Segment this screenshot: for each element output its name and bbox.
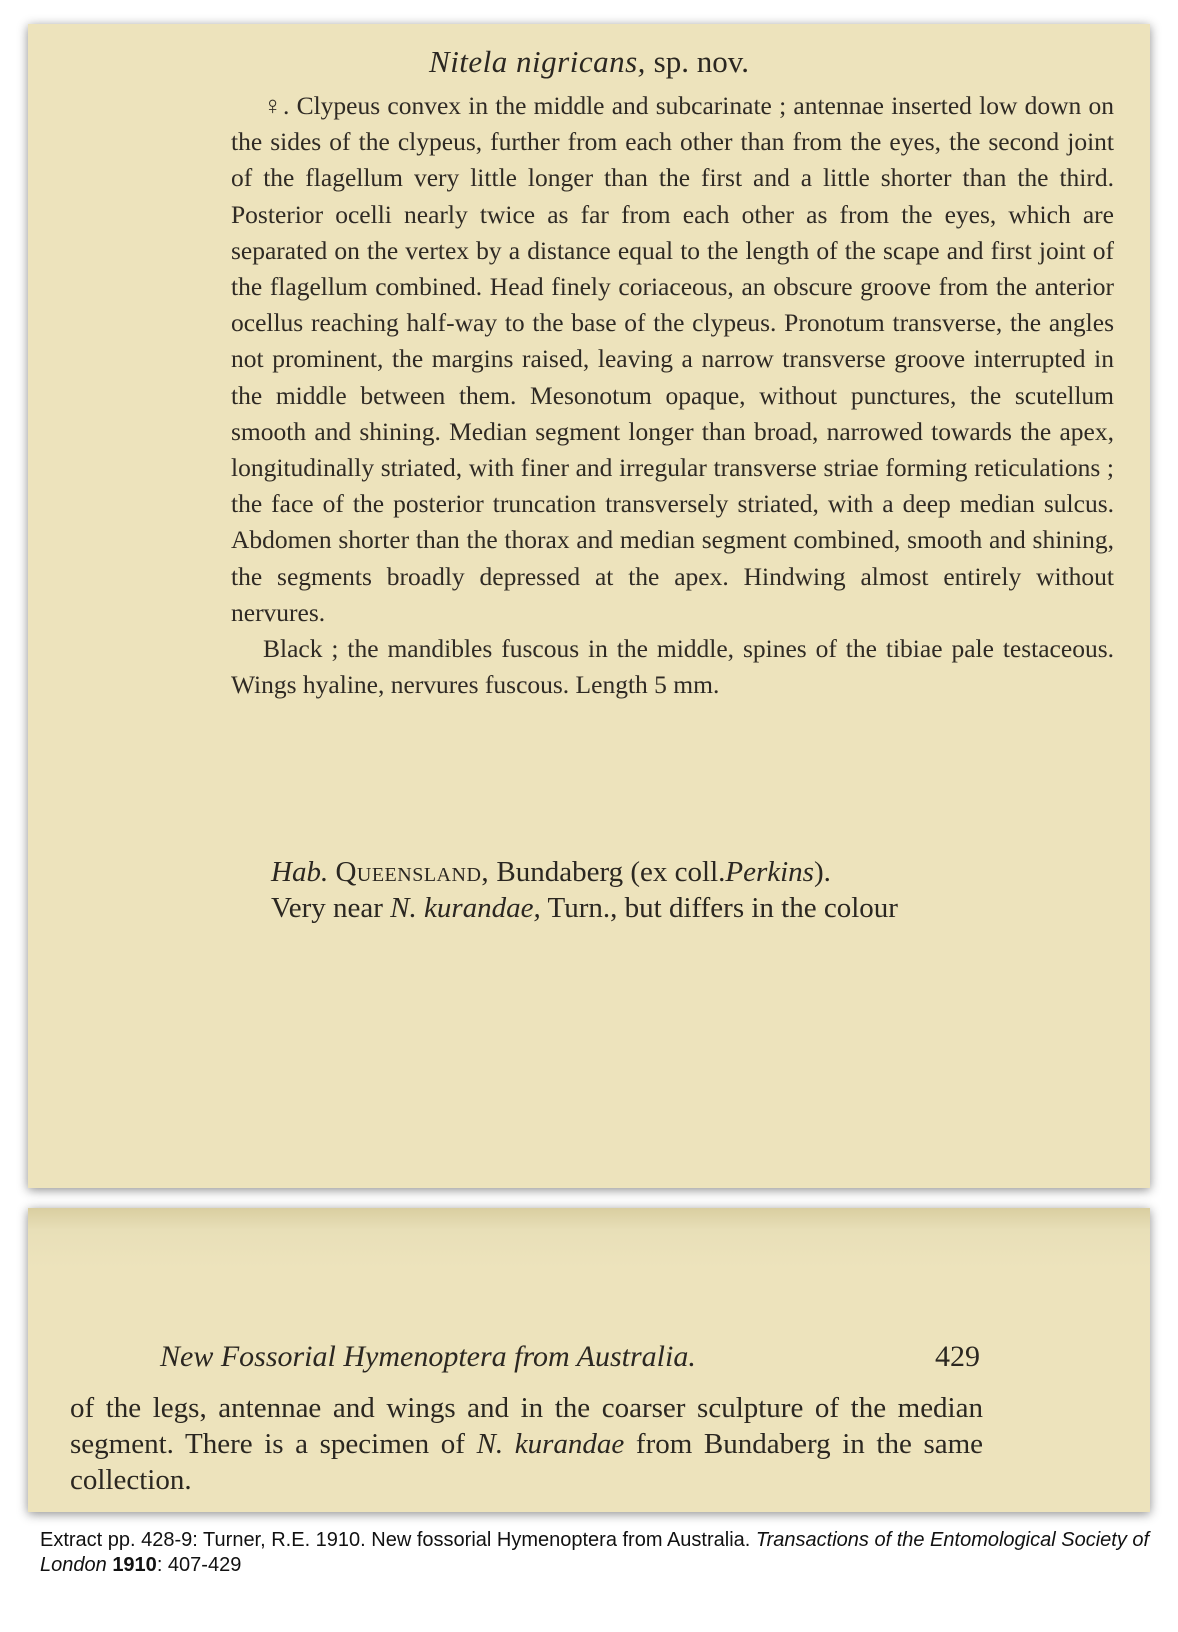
continuation-paragraph bbox=[70, 1390, 983, 1498]
caption-pages: : 407-429 bbox=[156, 1554, 242, 1576]
note-species: N. kurandae, bbox=[390, 892, 541, 924]
running-head-title: New Fossorial Hymenoptera from Australia. bbox=[160, 1340, 696, 1373]
note-end: Turn., but differs in the colour bbox=[547, 892, 898, 924]
citation-caption bbox=[40, 1528, 1150, 1578]
hab-collector: Perkins bbox=[725, 856, 814, 888]
page-428-scan bbox=[28, 24, 1150, 1188]
species-name: Nitela nigricans, bbox=[429, 44, 646, 79]
colour-paragraph: Black ; the mandibles fuscous in the middle, spines of the tibiae pale testaceous. Wings hyaline, nervures fuscous. Length 5 mm. bbox=[231, 634, 1114, 700]
species-description bbox=[231, 88, 1114, 703]
species-heading bbox=[28, 44, 1150, 80]
caption-year: 1910 bbox=[112, 1554, 157, 1576]
morphology-text: . Clypeus convex in the middle and subcarinate ; antennae inserted low down on the sides of the clypeus, further from each other than from the eyes, the second joint of the flagellum very little longer than the first and a little shorter than the third. Posterior ocelli nearly twice as far from each other as from the eyes, which are separated on the vertex by a distance equal to the length of the scape and first joint of the flagellum combined. Head finely coriaceous, an obscure groove from the anterior ocellus reaching half-way to the base of the clypeus. Pronotum transverse, the angles not prominent, the margins raised, leaving a narrow transverse groove interrupted in the middle between them. Mesonotum opaque, without punctures, the scutellum smooth and shining. Median segment longer than broad, narrowed towards the apex, longitudinally striated, with finer and irregular transverse striae forming reticulations ; the face of the posterior truncation transversely striated, with a deep median sulcus. Abdomen shorter than the thorax and median segment combined, smooth and shining, the segments broadly depressed at the apex. Hindwing almost entirely without nervures. bbox=[231, 91, 1115, 627]
species-status: sp. nov. bbox=[653, 44, 749, 79]
continuation-end: from Bundaberg in the same collection. bbox=[70, 1428, 984, 1496]
page-429-scan bbox=[28, 1208, 1150, 1512]
continuation-species: N. kurandae bbox=[476, 1428, 625, 1460]
hab-close: ). bbox=[813, 856, 831, 888]
hab-locality: Queensland, bbox=[335, 856, 490, 888]
hab-label: Hab. bbox=[271, 856, 329, 888]
note-start: Very near bbox=[271, 892, 383, 924]
habitat-line bbox=[271, 854, 1131, 890]
habitat-block bbox=[271, 854, 1131, 926]
morphology-paragraph bbox=[231, 88, 1114, 631]
caption-prefix: Extract pp. 428-9: Turner, R.E. 1910. New fossorial Hymenoptera from Australia. bbox=[40, 1529, 751, 1551]
hab-place: Bundaberg (ex coll. bbox=[496, 856, 726, 888]
running-head bbox=[160, 1340, 980, 1374]
caption-journal: Transactions of the Entomological Society of London bbox=[40, 1529, 1150, 1576]
continuation-text: of the legs, antennae and wings and in the coarser sculpture of the median segment. There is a specimen of bbox=[70, 1392, 983, 1460]
note-line bbox=[271, 890, 1131, 926]
female-symbol: ♀ bbox=[263, 91, 283, 120]
page-number: 429 bbox=[935, 1340, 980, 1373]
